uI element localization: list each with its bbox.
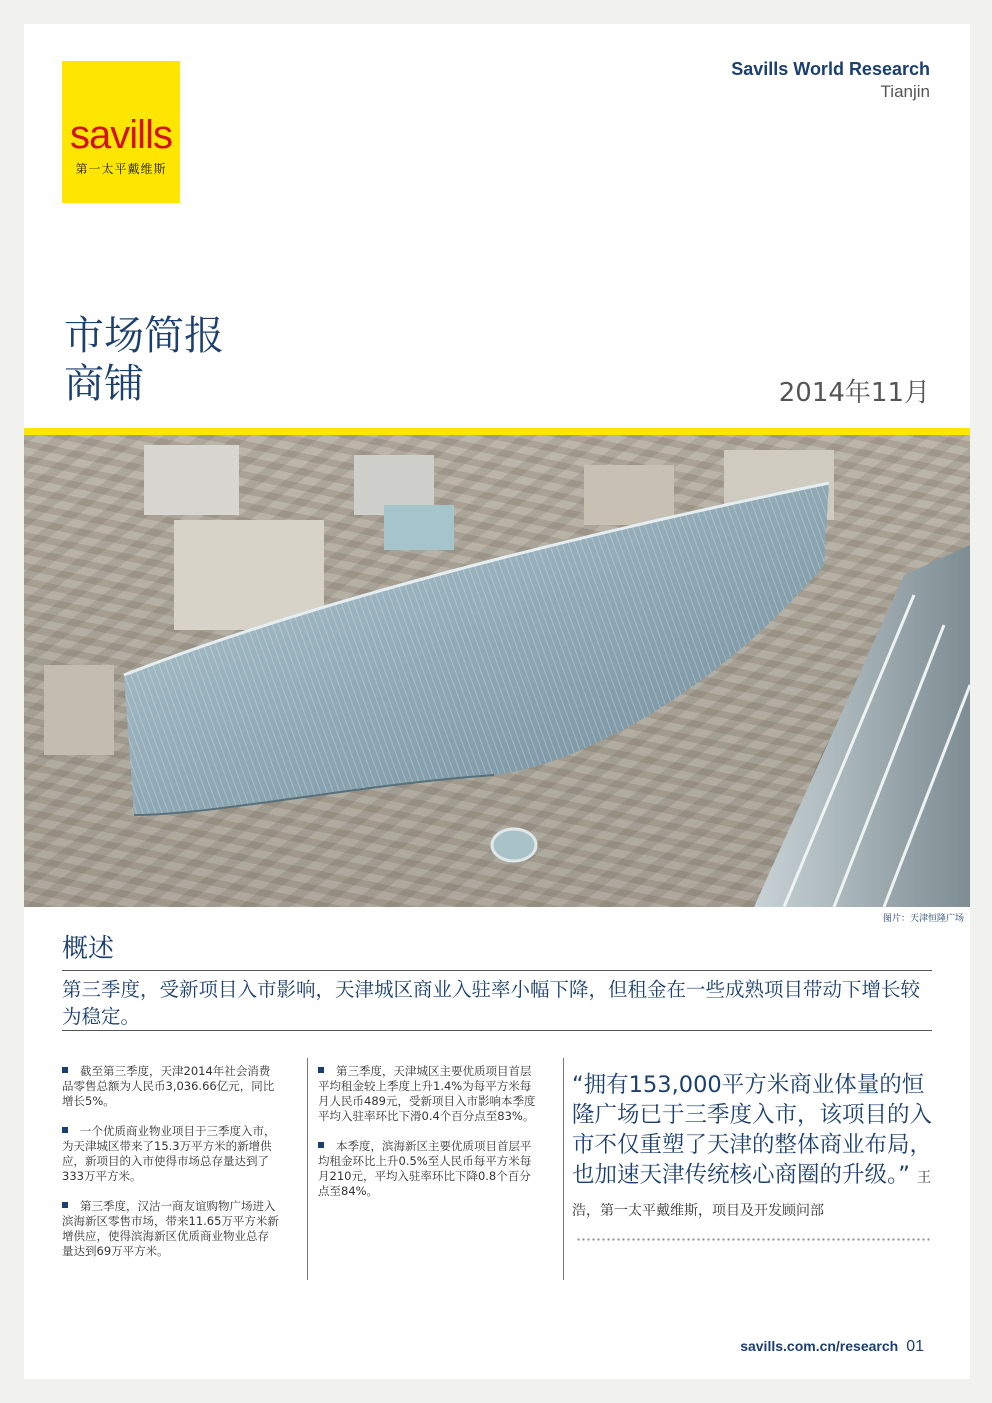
bullet-square-icon: [62, 1127, 68, 1133]
bullets-left-column: [62, 1064, 280, 1274]
bullet-item: 截至第三季度，天津2014年社会消费品零售总额为人民币3,036.66亿元，同比增长5%。: [62, 1064, 275, 1108]
report-date: 2014年11月: [778, 378, 930, 408]
bullet-square-icon: [62, 1067, 68, 1073]
bullet-item: 一个优质商业物业项目于三季度入市，为天津城区带来了15.3万平方米的新增供应，新项目的入市使得市场总存量达到了333万平方米。: [62, 1124, 276, 1183]
hero-photo: [24, 435, 970, 907]
bullet-item: 本季度，滨海新区主要优质项目首层平均租金环比上升0.5%至人民币每平方米每月210元，平均入驻率环比下降0.8个百分点至84%。: [318, 1139, 532, 1198]
quote-dotted-rule: [576, 1238, 932, 1241]
page-number: 01: [906, 1338, 924, 1355]
divider-bottom: [62, 1030, 932, 1031]
quote-attribution: 王浩，第一太平戴维斯，项目及开发顾问部: [572, 1170, 932, 1219]
overview-lead: 第三季度，受新项目入市影响，天津城区商业入驻率小幅下降，但租金在一些成熟项目带动下增长较为稳定。: [62, 978, 921, 1028]
aerial-mall-illustration: [24, 435, 970, 907]
page-title: [64, 312, 224, 408]
city-label: Tianjin: [880, 82, 930, 101]
logo-wordmark: savills: [70, 113, 172, 157]
savills-logo[interactable]: [62, 61, 180, 203]
series-title: Savills World Research: [731, 59, 930, 79]
title-line-2: 商铺: [64, 361, 144, 407]
logo-subtitle: 第一太平戴维斯: [75, 162, 167, 176]
bullets-middle-column: [318, 1064, 536, 1214]
accent-bar: [24, 428, 970, 435]
bullet-square-icon: [318, 1142, 324, 1148]
photo-credit: 图片：天津恒隆广场: [882, 914, 964, 924]
title-line-1: 市场简报: [64, 313, 224, 359]
column-divider-1: [307, 1058, 308, 1280]
bullet-square-icon: [318, 1067, 324, 1073]
divider-top: [62, 970, 932, 971]
bullet-item: 第三季度，天津城区主要优质项目首层平均租金较上季度上升1.4%为每平方米每月人民币489元，受新项目入市影响本季度平均入驻率环比下滑0.4个百分点至83%。: [318, 1064, 536, 1123]
section-heading: 概述: [62, 934, 115, 964]
bullet-item: 第三季度，汉沽一商友谊购物广场进入滨海新区零售市场，带来11.65万平方米新增供应，使得滨海新区优质商业物业总存量达到69万平方米。: [62, 1199, 279, 1258]
column-divider-2: [563, 1058, 564, 1280]
research-link[interactable]: savills.com.cn/research: [740, 1338, 899, 1354]
quote-text: “拥有153,000平方米商业体量的恒隆广场已于三季度入市，该项目的入市不仅重塑了天津的整体商业布局，也加速天津传统核心商圈的升级。”: [572, 1072, 933, 1188]
bullet-square-icon: [62, 1202, 68, 1208]
report-page: [24, 24, 970, 1379]
page-footer: [740, 1338, 924, 1356]
pull-quote: [572, 1070, 932, 1226]
